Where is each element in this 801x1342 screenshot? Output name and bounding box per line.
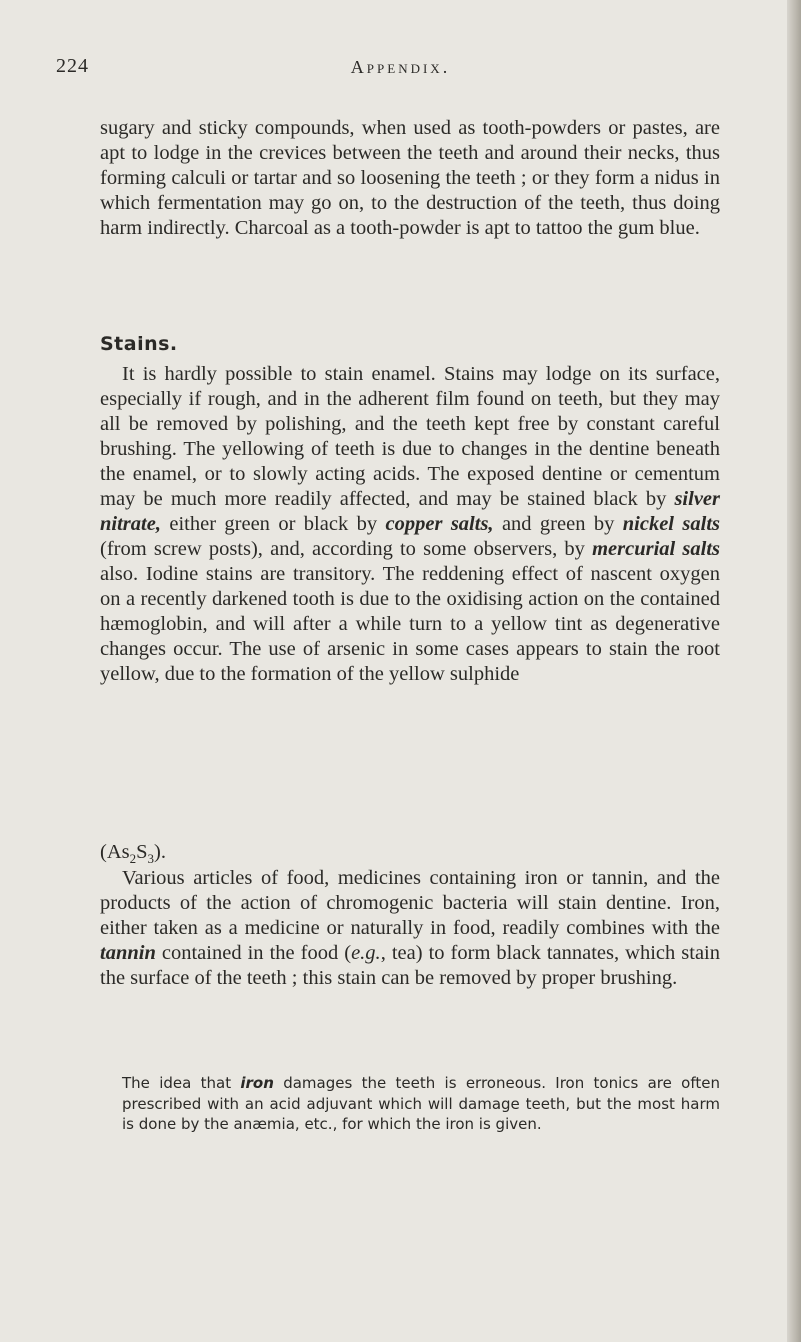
emphasis-silver-nitrate: silver nitrate, xyxy=(100,488,720,535)
text-run: either green or black by xyxy=(160,513,386,535)
abbreviation-eg: e.g. xyxy=(351,942,381,964)
page-number: 224 xyxy=(56,55,89,77)
formula-part: (As xyxy=(100,841,130,863)
text-run: also. Iodine stains are transitory. The reddening effect of nascent oxygen on a recently darkened tooth is due to the oxidising action on the contained hæmoglobin, and will after a while turn to a yellow tint as degenerative changes occur. The use of arsenic in some cases appears to stain the root yellow, due to the formation of the yellow sulphide xyxy=(100,563,720,685)
stains-paragraph-1 xyxy=(100,362,720,687)
book-spine-edge xyxy=(787,0,801,1342)
paragraph-text xyxy=(100,866,720,991)
paragraph-text xyxy=(100,362,720,687)
section-heading: Stains. xyxy=(100,333,178,355)
emphasis-nickel-salts: nickel salts xyxy=(622,513,720,535)
note-paragraph xyxy=(122,1073,720,1135)
formula-subscript: 2 xyxy=(129,851,137,867)
formula-part: ). xyxy=(154,841,166,863)
emphasis-iron: iron xyxy=(240,1074,274,1092)
formula-subscript: 3 xyxy=(147,851,155,867)
text-run: contained in the food ( xyxy=(155,942,352,964)
running-head: Appendix. xyxy=(350,57,451,77)
text-run: damages the teeth is erroneous. Iron tonics are often prescribed with an acid adjuvant which will damage teeth, but the most harm is done by the anæmia, etc., for which the iron is given. xyxy=(122,1074,720,1133)
text-run: Various articles of food, medicines containing iron or tannin, and the products of the action of chromogenic bacteria will stain dentine. Iron, either taken as a medicine or naturally in food, readily combines with the xyxy=(100,867,720,939)
intro-paragraph xyxy=(100,116,720,241)
text-run: (from screw posts), and, according to some observers, by xyxy=(100,538,593,560)
stains-paragraph-2 xyxy=(100,866,720,991)
emphasis-tannin: tannin xyxy=(100,942,156,964)
text-run: and green by xyxy=(493,513,623,535)
formula-part: S xyxy=(136,841,148,863)
text-run: The idea that xyxy=(122,1074,241,1092)
intro-text: sugary and sticky compounds, when used as tooth-powders or pastes, are apt to lodge in the crevices between the teeth and around their necks, thus forming calculi or tartar and so loosening the teeth ; or they form a nidus in which fermentation may go on, to the destruction of the teeth, thus doing harm indirectly. Charcoal as a tooth-powder is apt to tattoo the gum blue. xyxy=(100,117,720,239)
text-run: It is hardly possible to stain enamel. Stains may lodge on its surface, especially if rough, and in the adherent film found on teeth, but they may all be removed by polishing, and the teeth kept free by constant careful brushing. The yellowing of teeth is due to changes in the dentine beneath the enamel, or to slowly acting acids. The exposed dentine or cementum may be much more readily affected, and may be stained black by xyxy=(100,363,720,510)
emphasis-copper-salts: copper salts, xyxy=(385,513,494,535)
text-run: , tea) to form black tannates, which stain the surface of the teeth ; this stain can be removed by proper brushing. xyxy=(100,942,721,989)
emphasis-mercurial-salts: mercurial salts xyxy=(592,538,720,560)
